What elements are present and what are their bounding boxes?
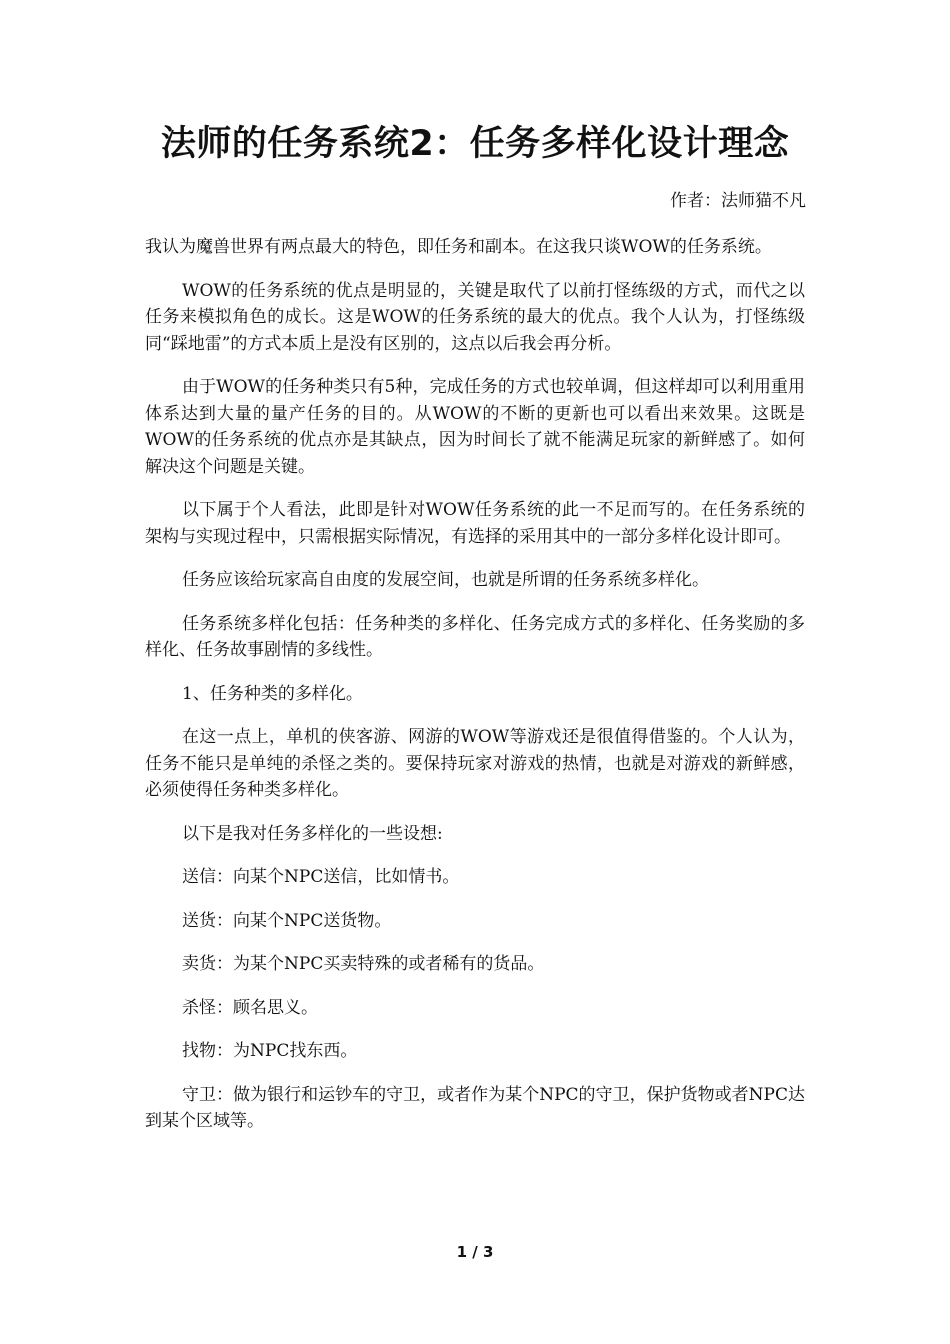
paragraph: WOW的任务系统的优点是明显的，关键是取代了以前打怪练级的方式，而代之以任务来模拟角色的成长。这是WOW的任务系统的最大的优点。我个人认为，打怪练级同“踩地雷”的方式本质上是没有区别的，这点以后我会再分析。: [145, 280, 805, 354]
list-item: 杀怪：顾名思义。: [182, 997, 318, 1018]
author-line: 作者：法师猫不凡: [670, 191, 806, 211]
paragraph: 任务应该给玩家高自由度的发展空间，也就是所谓的任务系统多样化。: [182, 570, 709, 590]
paragraph: 任务系统多样化包括：任务种类的多样化、任务完成方式的多样化、任务奖励的多样化、任务故事剧情的多线性。: [145, 613, 805, 660]
list-item: 送信：向某个NPC送信，比如情书。: [182, 867, 460, 887]
paragraph: 我认为魔兽世界有两点最大的特色，即任务和副本。在这我只谈WOW的任务系统。: [145, 237, 772, 257]
paragraph: 由于WOW的任务种类只有5种，完成任务的方式也较单调，但这样却可以利用重用体系达到大量的量产任务的目的。从WOW的不断的更新也可以看出来效果。这既是WOW的任务系统的优点亦是其缺点，因为时间长了就不能满足玩家的新鲜感了。如何解决这个问题是关键。: [145, 377, 805, 477]
list-item: 守卫：做为银行和运钞车的守卫，或者作为某个NPC的守卫，保护货物或者NPC达到某个区域等。: [145, 1084, 805, 1131]
paragraph: 在这一点上，单机的侠客游、网游的WOW等游戏还是很值得借鉴的。个人认为，任务不能只是单纯的杀怪之类的。要保持玩家对游戏的热情，也就是对游戏的新鲜感，必须使得任务种类多样化。: [145, 727, 805, 800]
list-item: 送货：向某个NPC送货物。: [182, 910, 392, 931]
section-heading: 1、任务种类的多样化。: [182, 683, 363, 704]
paragraph: 以下属于个人看法，此即是针对WOW任务系统的此一不足而写的。在任务系统的架构与实现过程中，只需根据实际情况，有选择的采用其中的一部分多样化设计即可。: [145, 500, 805, 547]
document-title: 法师的任务系统2：任务多样化设计理念: [160, 124, 790, 164]
document-body: [145, 234, 805, 1152]
list-item: 找物：为NPC找东西。: [182, 1041, 358, 1061]
paragraph: 以下是我对任务多样化的一些设想:: [182, 823, 443, 844]
list-item: 卖货：为某个NPC买卖特殊的或者稀有的货品。: [182, 954, 545, 974]
page-number: 1 / 3: [456, 1243, 494, 1261]
